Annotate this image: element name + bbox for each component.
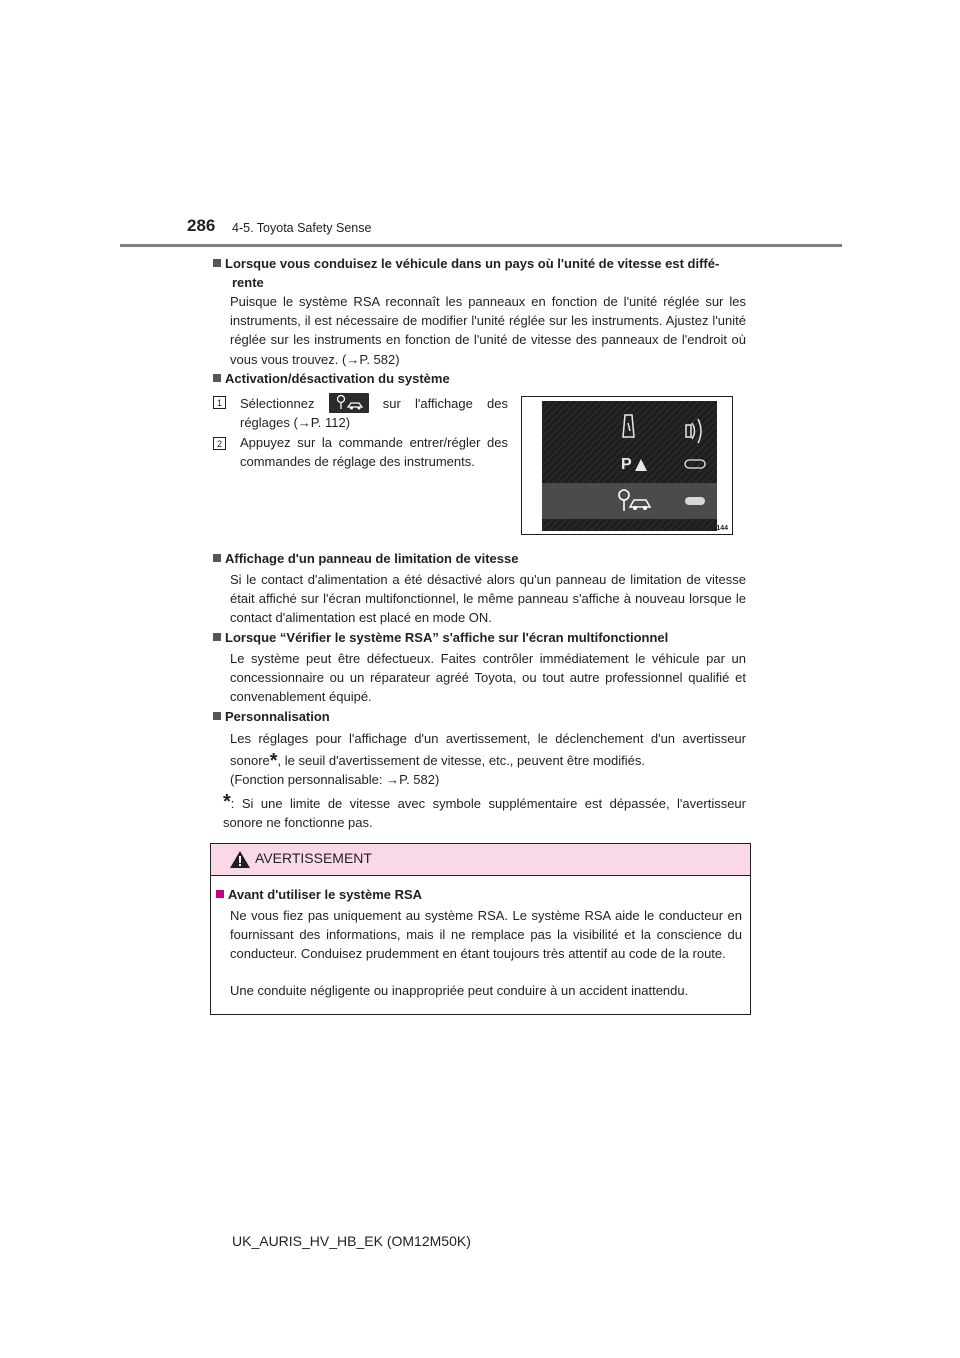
warning-body-2: Une conduite négligente ou inappropriée peut conduire à un accident inattendu. — [230, 983, 689, 998]
settings-screen — [542, 401, 717, 531]
footnote: *: Si une limite de vitesse avec symbole supplémentaire est dépassée, l'avertisseur sonore ne fonctionne pas. — [223, 791, 746, 831]
section-title: 4-5. Toyota Safety Sense — [232, 221, 372, 235]
warning-triangle-icon — [229, 850, 251, 869]
bullet-square-icon — [213, 554, 221, 562]
warning-box — [210, 843, 751, 1015]
unit-heading: Lorsque vous conduisez le véhicule dans un pays où l'unité de vitesse est diffé- rente — [213, 254, 753, 292]
bullet-square-icon — [213, 633, 221, 641]
figure-code: CTH45AP144 — [684, 525, 728, 532]
activation-heading: Activation/désactivation du système — [213, 369, 450, 388]
page-number: 286 — [187, 216, 216, 235]
verify-body: Le système peut être défectueux. Faites contrôler immédiatement le véhicule par un concessionnaire ou un réparateur agréé Toyota, ou tout autre professionnel qualifié et convenablement équipé. — [230, 651, 746, 705]
instrument-figure — [521, 396, 733, 535]
rsa-sign-icon — [329, 393, 369, 413]
warning-header — [211, 844, 750, 876]
footnote-star: * — [269, 750, 278, 772]
display-body: Si le contact d'alimentation a été désactivé alors qu'un panneau de limitation de vitesse était affiché sur l'écran multifonctionnel, le même panneau s'affiche à nouveau lorsque le contact d'alimentation est placé en mode ON. — [230, 572, 746, 626]
step-2-text: Appuyez sur la commande entrer/régler des commandes de réglage des instruments. — [240, 435, 508, 470]
bullet-square-icon — [213, 712, 221, 720]
document-code: UK_AURIS_HV_HB_EK (OM12M50K) — [232, 1233, 471, 1249]
step-2-number: 2 — [213, 437, 226, 450]
custom-body-2: (Fonction personnalisable: →P. 582) — [230, 772, 440, 787]
unit-body: Puisque le système RSA reconnaît les panneaux en fonction de l'unité réglée sur les instruments, il est nécessaire de modifier l'unité réglée sur les instruments. Ajustez l'unité réglée sur les instruments en fonction de l'unité de vitesse des panneaux de l'endroit où vous vous trouvez. (→P. 582) — [230, 294, 746, 367]
warning-title: AVERTISSEMENT — [255, 850, 372, 866]
custom-heading: Personnalisation — [213, 707, 330, 726]
bullet-square-icon — [216, 890, 224, 898]
step-1-text: Sélectionnez sur l'affichage des réglages (→P. 112) — [240, 393, 508, 432]
warning-subtitle: Avant d'utiliser le système RSA — [216, 885, 422, 904]
header-rule — [120, 244, 842, 247]
display-heading: Affichage d'un panneau de limitation de vitesse — [213, 549, 518, 568]
rsa-selected-row — [542, 483, 717, 519]
bullet-square-icon — [213, 374, 221, 382]
bullet-square-icon — [213, 259, 221, 267]
verify-heading: Lorsque “Vérifier le système RSA” s'affiche sur l'écran multifonctionnel — [213, 628, 668, 647]
svg-text:P: P — [621, 456, 632, 473]
warning-body-1: Ne vous fiez pas uniquement au système RSA. Le système RSA aide le conducteur en fournissant des informations, mais il ne remplace pas la visibilité et la conscience du conducteur. Conduisez prudemment en étant toujours très attentif au code de la route. — [230, 908, 742, 962]
step-1-number: 1 — [213, 396, 226, 409]
custom-body: Les réglages pour l'affichage d'un avertissement, le déclenchement d'un avertisseur sonore*, le seuil d'avertissement de vitesse, etc., peuvent être modifiés. — [230, 731, 746, 772]
